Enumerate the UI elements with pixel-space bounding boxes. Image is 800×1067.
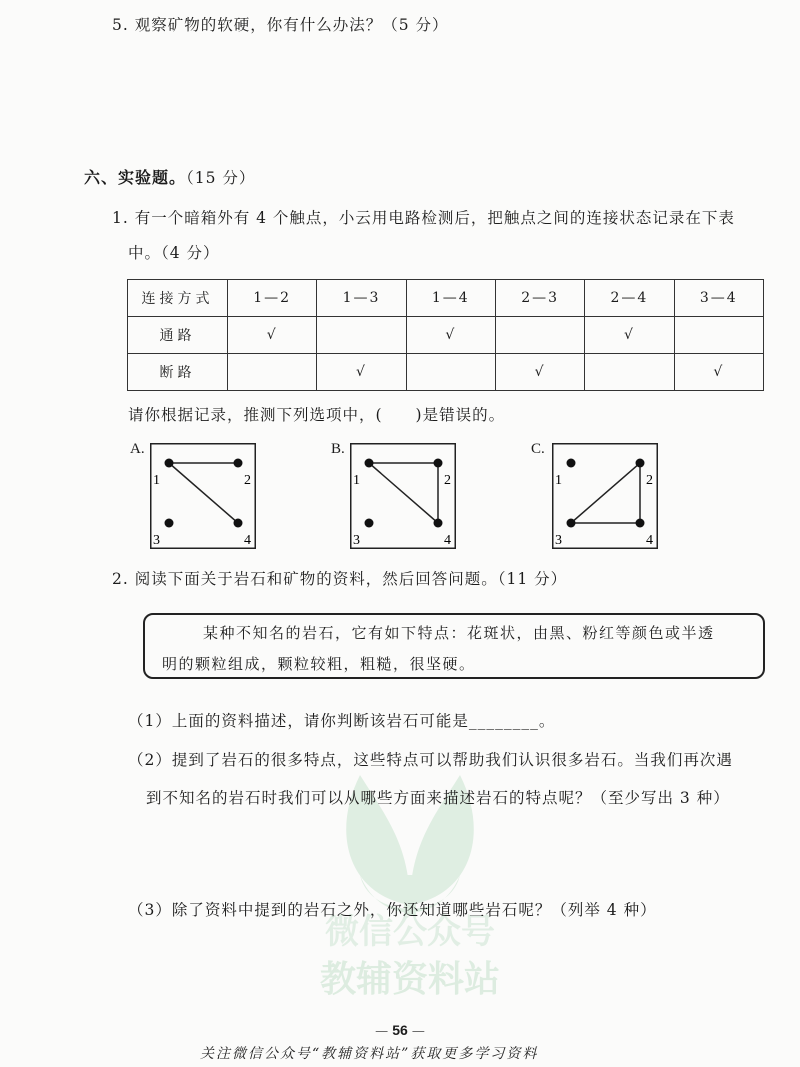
table-row [128,317,764,354]
table-cell: 1—4 [406,280,495,317]
table-cell: 连接方式 [128,280,228,317]
material-box [143,613,765,679]
point-label: 1 [353,473,360,488]
option-c-diagram [552,443,658,549]
table-cell [674,317,763,354]
q2-sub3: （3）除了资料中提到的岩石之外，你还知道哪些岩石呢？（列举 4 种） [128,901,657,919]
point-label: 2 [646,473,653,488]
table-cell: 1—2 [228,280,317,317]
table-cell: 2—4 [585,280,674,317]
option-b-label: B. [331,441,345,457]
watermark-text: 微信公众号 [325,912,495,952]
point-label: 4 [444,533,451,548]
table-cell: 2—3 [495,280,584,317]
q1-line2: 中。（4 分） [128,244,220,262]
section-score: （15 分） [186,169,256,187]
watermark-text: 教辅资料站 [319,959,501,1000]
q2-sub1: （1）上面的资料描述，请你判断该岩石可能是________。 [128,712,556,730]
point-label: 4 [646,533,653,548]
table-row [128,354,764,391]
table-cell: 断路 [128,354,228,391]
table-cell: √ [585,317,674,354]
connection-table [127,279,764,391]
q2-intro: 2. 阅读下面关于岩石和矿物的资料，然后回答问题。（11 分） [112,570,568,588]
q1-line1: 1. 有一个暗箱外有 4 个触点，小云用电路检测后，把触点之间的连接状态记录在下表 [112,209,735,227]
table-cell [317,317,406,354]
table-cell [228,354,317,391]
material-line: 明的颗粒组成，颗粒较粗，粗糙，很坚硬。 [162,655,476,673]
table-cell: √ [317,354,406,391]
table-cell: 1—3 [317,280,406,317]
footer-note: 关注微信公众号“教辅资料站”获取更多学习资料 [200,1046,539,1062]
point-label: 1 [153,473,160,488]
question-5: 5. 观察矿物的软硬，你有什么办法？（5 分） [112,16,449,34]
option-a-diagram [150,443,256,549]
option-b-diagram [350,443,456,549]
page-number-wrap: — 56 — [375,1022,425,1039]
q2-sub2-line2: 到不知名的岩石时我们可以从哪些方面来描述岩石的特点呢？（至少写出 3 种） [146,789,730,807]
table-cell [585,354,674,391]
table-header-row [128,280,764,317]
table-cell: √ [495,354,584,391]
material-line: 某种不知名的岩石，它有如下特点：花斑状，由黑、粉红等颜色或半透 [203,624,715,642]
table-cell: 3—4 [674,280,763,317]
option-a-label: A. [130,441,145,457]
q2-sub2-line1: （2）提到了岩石的很多特点，这些特点可以帮助我们认识很多岩石。当我们再次遇 [128,751,733,769]
table-cell: 通路 [128,317,228,354]
table-cell [406,354,495,391]
point-label: 2 [244,473,251,488]
point-label: 3 [555,533,562,548]
point-label: 4 [244,533,251,548]
page-number: 56 [392,1022,408,1038]
point-label: 3 [153,533,160,548]
section-title: 六、实验题。 [84,168,187,187]
section-heading [84,165,255,188]
point-label: 3 [353,533,360,548]
table-cell [495,317,584,354]
table-cell: √ [228,317,317,354]
option-c-label: C. [531,441,545,457]
point-label: 2 [444,473,451,488]
point-label: 1 [555,473,562,488]
table-cell: √ [674,354,763,391]
table-cell: √ [406,317,495,354]
q1-prompt: 请你根据记录，推测下列选项中，( )是错误的。 [128,406,506,424]
